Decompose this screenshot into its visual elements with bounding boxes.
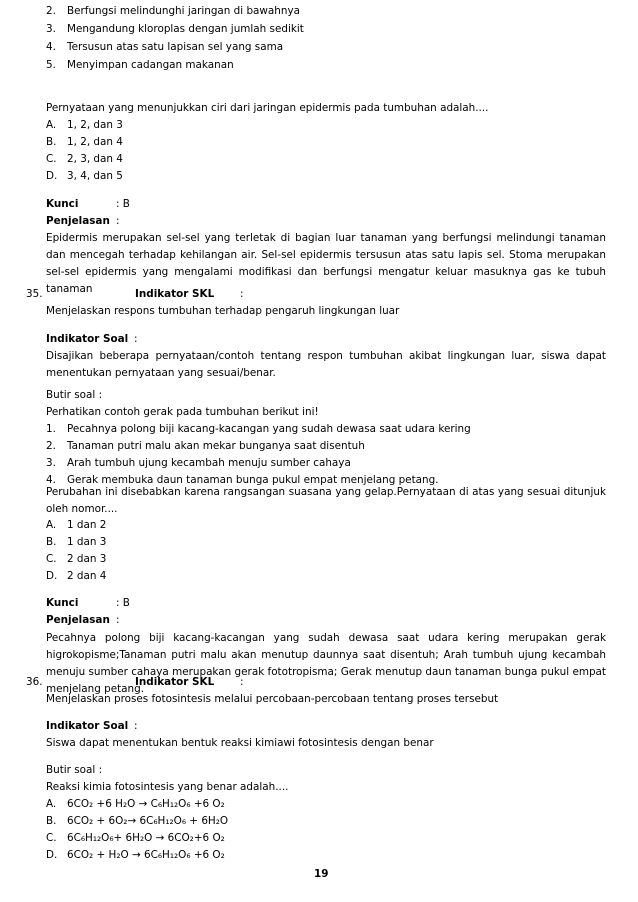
list-text: Menyimpan cadangan makanan <box>67 59 234 71</box>
option-text: 2 dan 3 <box>67 553 107 565</box>
skl-colon: : <box>240 676 244 688</box>
skl-label: Indikator SKL <box>135 676 215 688</box>
option-letter: B. <box>46 136 57 148</box>
option-text: 1 dan 3 <box>67 536 107 548</box>
list-text: Mengandung kloroplas dengan jumlah sedikit <box>67 23 304 35</box>
list-number: 5. <box>46 59 56 71</box>
list-text: Tersusun atas satu lapisan sel yang sama <box>67 41 284 53</box>
option-letter: C. <box>46 553 57 565</box>
kunci-value: : B <box>116 198 130 210</box>
list-number: 3. <box>46 457 56 469</box>
page-number: 19 <box>314 868 329 880</box>
option-text: 3, 4, dan 5 <box>67 170 123 182</box>
option-text: 6C₆H₁₂O₆+ 6H₂O → 6CO₂+6 O₂ <box>67 832 225 844</box>
list-text: Arah tumbuh ujung kecambah menuju sumber cahaya <box>67 457 351 469</box>
kunci-value: : B <box>116 597 130 609</box>
option-text: 6CO₂ +6 H₂O → C₆H₁₂O₆ +6 O₂ <box>67 798 225 810</box>
option-letter: A. <box>46 519 57 531</box>
indikator-soal-colon: : <box>134 333 138 345</box>
question-text: Pernyataan yang menunjukkan ciri dari jaringan epidermis pada tumbuhan adalah.... <box>46 102 489 114</box>
list-text: Pecahnya polong biji kacang-kacangan yang sudah dewasa saat udara kering <box>67 423 471 435</box>
list-number: 4. <box>46 474 56 486</box>
penjelasan-label: Penjelasan <box>46 614 110 626</box>
option-letter: D. <box>46 170 58 182</box>
option-text: 1, 2, dan 4 <box>67 136 123 148</box>
penjelasan-label: Penjelasan <box>46 215 110 227</box>
kunci-label: Kunci <box>46 597 79 609</box>
skl-text: Menjelaskan respons tumbuhan terhadap pengaruh lingkungan luar <box>46 305 400 317</box>
list-text: Tanaman putri malu akan mekar bunganya saat disentuh <box>67 440 365 452</box>
option-letter: D. <box>46 570 58 582</box>
penjelasan-text: Pecahnya polong biji kacang-kacangan yang sudah dewasa saat udara kering merupakan gerak higrokopisme;Tanaman putri malu akan menutup daunnya saat disentuh; Arah tumbuh ujung kecambah menuju sumber cahaya merupakan gerak fototropisma; Gerak menutup daun tanaman bunga pukul empat menjelang petang. <box>46 632 606 695</box>
skl-text: Menjelaskan proses fotosintesis melalui percobaan-percobaan tentang proses tersebut <box>46 693 499 705</box>
option-letter: D. <box>46 849 58 861</box>
option-text: 2, 3, dan 4 <box>67 153 123 165</box>
list-number: 2. <box>46 5 56 17</box>
option-text: 1 dan 2 <box>67 519 107 531</box>
skl-label: Indikator SKL <box>135 288 215 300</box>
butir-label: Butir soal : <box>46 389 103 401</box>
option-text: 6CO₂ + H₂O → 6C₆H₁₂O₆ +6 O₂ <box>67 849 225 861</box>
indikator-soal-label: Indikator Soal <box>46 333 129 345</box>
question-text: Reaksi kimia fotosintesis yang benar adalah.... <box>46 781 289 793</box>
option-text: 2 dan 4 <box>67 570 107 582</box>
list-number: 2. <box>46 440 56 452</box>
butir-label: Butir soal : <box>46 764 103 776</box>
list-number: 4. <box>46 41 56 53</box>
indikator-soal-label: Indikator Soal <box>46 720 129 732</box>
penjelasan-text: Epidermis merupakan sel-sel yang terletak di bagian luar tanaman yang berfungsi melindungi tanaman dan mencegah terhadap kehilangan air. Sel-sel epidermis tersusun atas satu lapis sel. Stoma merupakan sel-sel epidermis yang mengalami modifikasi dan berfungsi mengatur keluar masuknya gas ke tubuh tanaman <box>46 232 606 295</box>
question-text: Perubahan ini disebabkan karena rangsangan suasana yang gelap.Pernyataan di atas yang sesuai ditunjuk oleh nomor.... <box>46 486 606 515</box>
option-letter: B. <box>46 536 57 548</box>
option-letter: B. <box>46 815 57 827</box>
list-number: 3. <box>46 23 56 35</box>
list-text: Berfungsi melindunghi jaringan di bawahnya <box>67 5 300 17</box>
list-text: Gerak membuka daun tanaman bunga pukul empat menjelang petang. <box>67 474 439 486</box>
option-text: 6CO₂ + 6O₂→ 6C₆H₁₂O₆ + 6H₂O <box>67 815 229 827</box>
indikator-soal-text: Siswa dapat menentukan bentuk reaksi kimiawi fotosintesis dengan benar <box>46 737 434 749</box>
option-letter: A. <box>46 798 57 810</box>
list-number: 1. <box>46 423 56 435</box>
option-letter: C. <box>46 153 57 165</box>
option-letter: C. <box>46 832 57 844</box>
question-number: 36. <box>26 676 43 688</box>
skl-colon: : <box>240 288 244 300</box>
question-number: 35. <box>26 288 43 300</box>
penjelasan-colon: : <box>116 614 120 626</box>
option-text: 1, 2, dan 3 <box>67 119 123 131</box>
option-letter: A. <box>46 119 57 131</box>
butir-intro: Perhatikan contoh gerak pada tumbuhan berikut ini! <box>46 406 319 418</box>
indikator-soal-colon: : <box>134 720 138 732</box>
indikator-soal-text: Disajikan beberapa pernyataan/contoh tentang respon tumbuhan akibat lingkungan luar, siswa dapat menentukan pernyataan yang sesuai/benar. <box>46 350 606 379</box>
kunci-label: Kunci <box>46 198 79 210</box>
penjelasan-colon: : <box>116 215 120 227</box>
